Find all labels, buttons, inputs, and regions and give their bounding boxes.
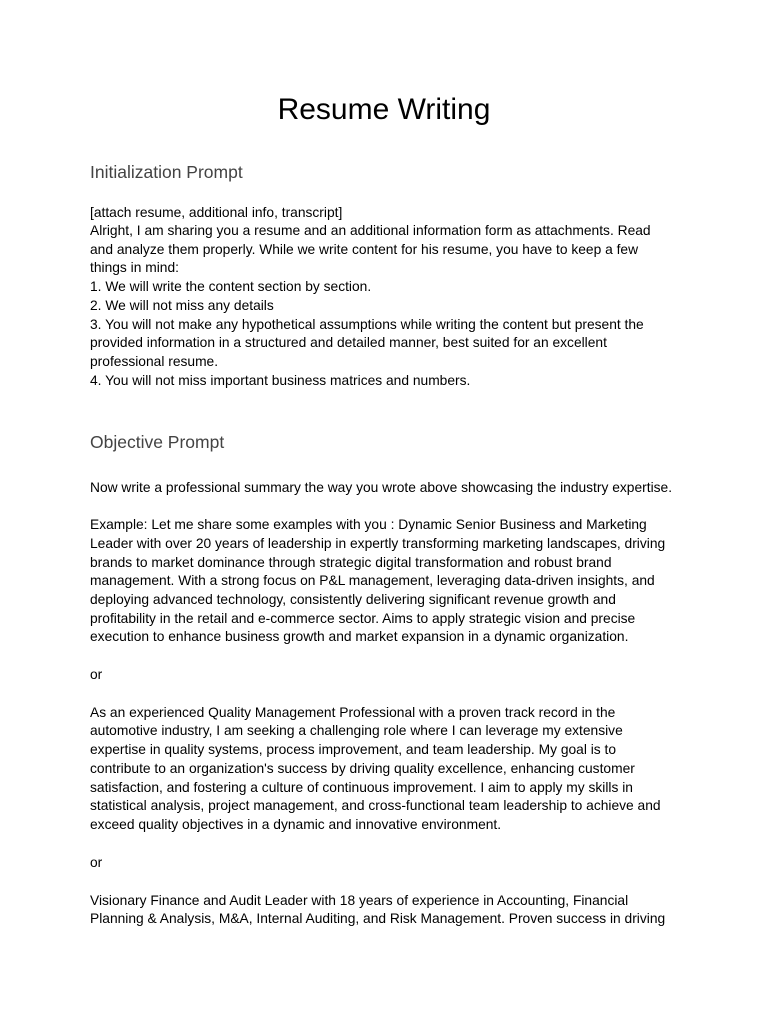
paragraph-line: profitability in the retail and e-commerce sector. Aims to apply strategic vision and precise xyxy=(90,611,636,626)
paragraph-line: and analyze them properly. While we write content for his resume, you have to keep a few xyxy=(90,242,639,257)
separator-or: or xyxy=(90,855,103,870)
document-title: Resume Writing xyxy=(277,93,491,126)
paragraph-line: Alright, I am sharing you a resume and an additional information form as attachments. Read xyxy=(90,223,651,238)
paragraph-line: things in mind: xyxy=(90,260,179,275)
paragraph-line: Now write a professional summary the way you wrote above showcasing the industry expertise. xyxy=(90,480,673,495)
list-item: 1. We will write the content section by section. xyxy=(90,279,372,294)
paragraph-line: brands to market dominance through strategic digital transformation and robust brand xyxy=(90,555,612,570)
list-item: 2. We will not miss any details xyxy=(90,298,274,313)
section-heading-initialization: Initialization Prompt xyxy=(90,162,243,182)
paragraph-line: satisfaction, and fostering a culture of continuous improvement. I aim to apply my skills in xyxy=(90,780,633,795)
separator-or: or xyxy=(90,667,103,682)
paragraph-line: deploying advanced technology, consistently delivering significant revenue growth and xyxy=(90,592,616,607)
paragraph-line: contribute to an organization's success by driving quality excellence, enhancing customer xyxy=(90,761,635,776)
paragraph-line: Planning & Analysis, M&A, Internal Auditing, and Risk Management. Proven success in driving xyxy=(90,911,666,926)
paragraph-line: As an experienced Quality Management Professional with a proven track record in the xyxy=(90,705,616,720)
paragraph-line: expertise in quality systems, process improvement, and team leadership. My goal is to xyxy=(90,742,617,757)
paragraph-line: exceed quality objectives in a dynamic and innovative environment. xyxy=(90,817,502,832)
section-heading-objective: Objective Prompt xyxy=(90,432,225,452)
paragraph-line: management. With a strong focus on P&L management, leveraging data-driven insights, and xyxy=(90,573,655,588)
paragraph-line: execution to enhance business growth and market expansion in a dynamic organization. xyxy=(90,629,629,644)
paragraph-line: Visionary Finance and Audit Leader with 18 years of experience in Accounting, Financial xyxy=(90,893,629,908)
list-item: 4. You will not miss important business matrices and numbers. xyxy=(90,373,471,388)
paragraph-line: automotive industry, I am seeking a challenging role where I can leverage my extensive xyxy=(90,723,623,738)
paragraph-line: provided information in a structured and detailed manner, best suited for an excellent xyxy=(90,335,607,350)
paragraph-line: [attach resume, additional info, transcript] xyxy=(90,205,343,220)
paragraph-line: statistical analysis, project management, and cross-functional team leadership to achieve and xyxy=(90,798,661,813)
paragraph-line: Leader with over 20 years of leadership in expertly transforming marketing landscapes, driving xyxy=(90,536,666,551)
paragraph-line: Example: Let me share some examples with you : Dynamic Senior Business and Marketing xyxy=(90,517,647,532)
paragraph-line: professional resume. xyxy=(90,354,219,369)
list-item: 3. You will not make any hypothetical assumptions while writing the content but present the xyxy=(90,317,644,332)
